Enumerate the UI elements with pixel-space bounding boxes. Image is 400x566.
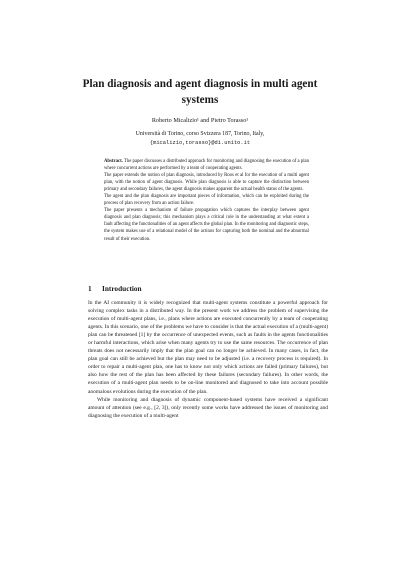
title-line-2: systems [181,94,219,106]
abstract-paragraph-3: The agent and the plan diagnosis are important pieces of information, which can be exploited during the process of plan recovery from an action failure. [104,194,309,207]
author-list: Roberto Micalizio¹ and Pietro Torasso¹ [151,117,249,124]
abstract-label: Abstract. [104,159,123,164]
section-title: Introduction [102,284,142,293]
abstract [104,158,309,243]
body-paragraph-2: While monitoring and diagnosis of dynamic component-based systems have received a significant amount of attention (see e.g., [2, 3]), only recently some works have addressed the issues of monitoring and diagnosing the execution of a multi-agent [88,396,328,419]
abstract-paragraph-2: The paper extends the notion of plan diagnosis, introduced by Roos et al for the execution of a multi agent plan, with the notion of agent diagnosis. While plan diagnosis is able to capture the distinction between primary and secondary failures, the agent diagnosis makes apparent the actual health status of the agents. [104,173,309,193]
section-number: 1 [88,284,92,293]
section-heading [88,284,328,294]
author-email: {micalizio,torasso}@di.unito.it [149,139,251,146]
paper-title [60,76,340,108]
affiliation-block [60,130,340,147]
abstract-paragraph-4: The paper presents a mechanism of failure propagation which captures the interplay between agent diagnosis and plan diagnosis; this mechanism plays a critical role in the understanding at what extent a fault affecting the functionalities of an agent affects the global plan. In the monitoring and diagnostic steps, the system makes use of a relational model of the actions for capturing both the nominal and the abnormal result of their execution. [104,208,309,242]
section-body [88,299,328,420]
body-paragraph-1: In the AI community it is widely recognized that multi-agent systems constitute a powerful approach for solving complex tasks in a distributed way. In the present work we address the problem of supervising the execution of multi-agent plans, i.e., plans where actions are executed concurrently by a team of cooperating agents. In this scenario, one of the problems we have to consider is that the actual execution of a (multi-agent) plan can be threatened [1] by the occurrence of unexpected events, such as faults in the agents functionalities or harmful interactions, which arise when many agents try to use the same resources. The occurrence of plan threats does not necessarily imply that the plan goal can no longer be achieved. In many cases, in fact, the plan goal can still be achieved but the plan may need to be adjusted (i.e. a recovery process is required). In order to repair a multi-agent plan, one has to know not only which actions are failed (primary failures), but also how the rest of the plan has been affected by these failures (secondary failures). In other words, the execution of a multi-agent plan needs to be on-line monitored and diagnosed to take into account possible anomalous evolutions during the execution of the plan. [88,300,328,395]
affiliation-address: Università di Torino, corso Svizzera 187, Torino, Italy, [135,131,265,137]
abstract-text-1: The paper discusses a distributed approach for monitoring and diagnosing the execution of a plan where concurrent actions are performed by a team of cooperating agents. [104,159,309,172]
abstract-paragraph-1 [104,158,309,172]
title-line-1: Plan diagnosis and agent diagnosis in multi agent [82,78,318,90]
